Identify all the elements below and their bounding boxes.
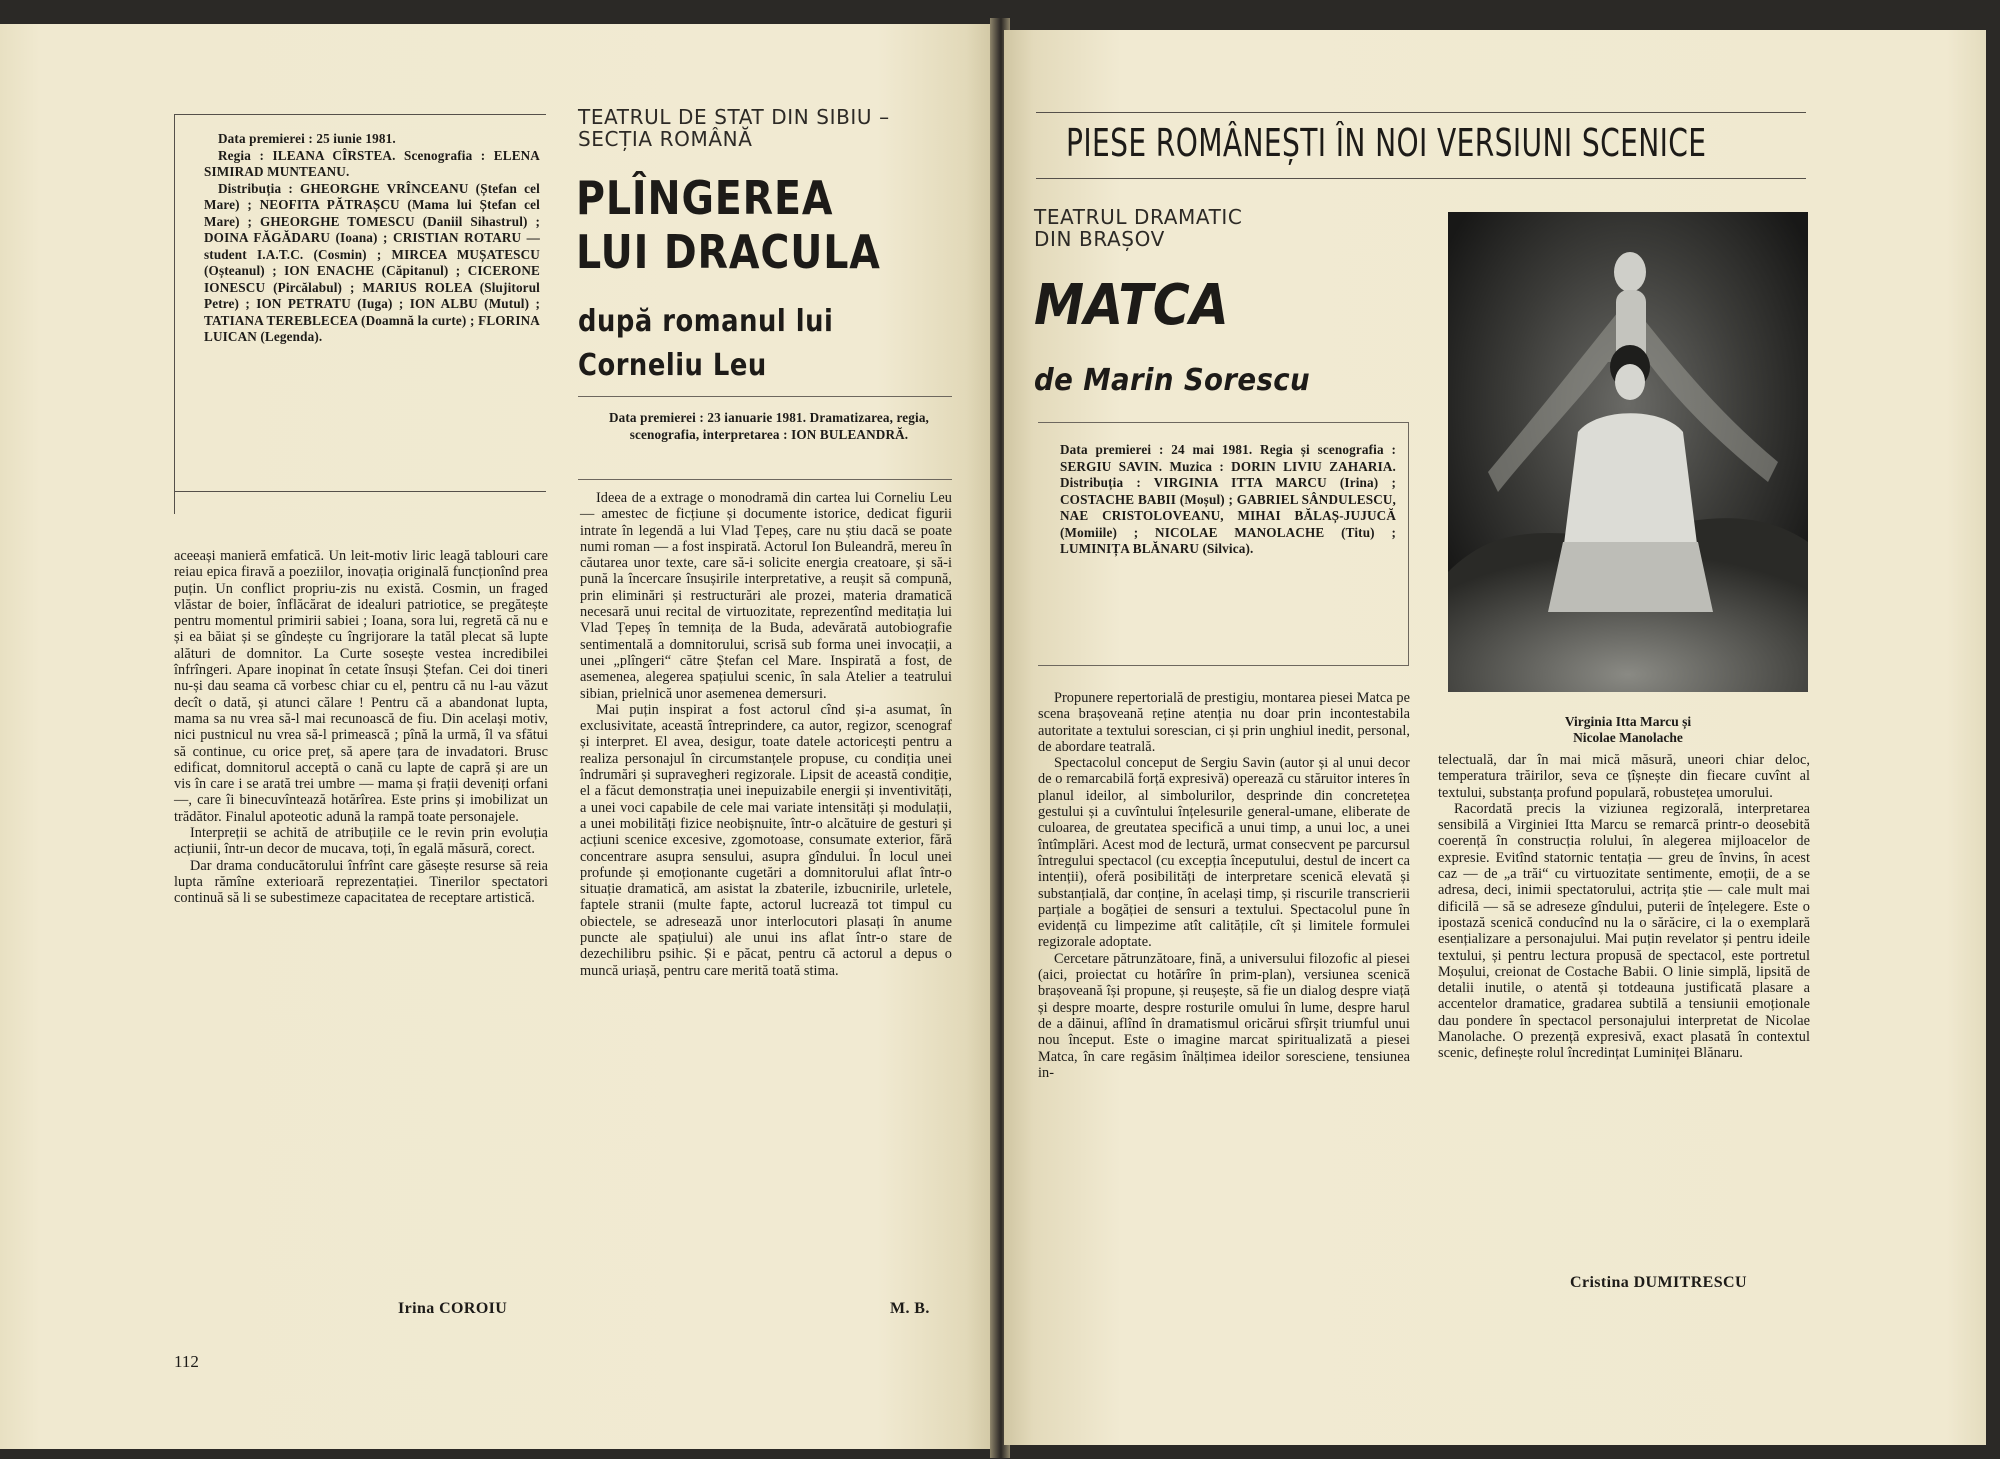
play-author: de Marin Sorescu [1034,363,1310,398]
credits-matca-text: Data premierei : 24 mai 1981. Regia și scenografia : SERGIU SAVIN. Muzica : DORIN LIVIU ZAHARIA. Distribuția : VIRGINIA ITTA MARCU (Irina) ; COSTACHE BABII (Moșul) ; GABRIEL SÂNDULESCU, NAE CRISTOLOVEANU, MIHAI BĂLAȘ-JUJUCĂ (Momiile) ; NICOLAE MANOLACHE (Titu) ; LUMINIȚA BLĂNARU (Silvica). [1060,442,1396,556]
play-title: MATCA [1034,273,1229,338]
review-paragraph: Interpreții se achită de atribuțiile ce le revin prin evoluția acțiunii, într-un decor de mucava, toți, în egală măsură, corect. [174,825,548,858]
header-bottom-rule [1036,178,1806,179]
signature-mb: M. B. [890,1300,930,1317]
section-header: PIESE ROMÂNEȘTI ÎN NOI VERSIUNI SCENICE [1066,121,1707,165]
credits-dracula-text: Data premierei : 23 ianuarie 1981. Dramatizarea, regia, scenografia, interpretarea : ION BULEANDRĂ. [608,410,930,442]
credits-box-left-rule [174,114,175,514]
theatre-name: TEATRUL DE STAT DIN SIBIU – SECȚIA ROMÂNĂ [578,105,890,151]
photo-caption-line1: Virginia Itta Marcu și [1564,714,1692,729]
play-title-line1: PLÎNGEREA [576,171,834,225]
theatre-name: TEATRUL DRAMATIC DIN BRAȘOV [1034,205,1243,251]
review-paragraph: Propunere repertorială de prestigiu, montarea piesei Matca pe scena brașoveană reține atenția nu doar prin incontestabila autoritate a textului sorescian, ci și prin unghiul inedit, personal, de abordare teatrală. [1038,690,1410,755]
photo-caption-line2: Nicolae Manolache [1573,730,1683,745]
review-column-2 [1438,752,1810,1062]
review-paragraph: Ideea de a extrage o monodramă din cartea lui Corneliu Leu — amestec de ficțiune și documente istorice, dedicat figurii intrate în legendă a lui Vlad Țepeș, care nu știu dacă se poate numi roman — a fost inspirată. Actorul Ion Buleandră, mereu în căutarea unor texte, care să-i solicite energia creatoare, și să-i pună la încercare însușirile interpretative, a reușit să compună, prin eliminări și restructurări ale prozei, materia dramatică necesară unui recital de virtuozitate, reprezentînd meditația lui Vlad Țepeș în temnița de la Buda, adevărată autobiografie sentimentală a domnitorului, scrisă sub forma unei invocații, a unei „plîngeri“ către Ștefan cel Mare. Inspirată a fost, de asemenea, alegerea spațiului scenic, în sala Atelier a teatrului sibian, prielnică unor asemenea demersuri. [580,490,952,702]
credits-line: Data premierei : 25 iunie 1981. [218,131,396,146]
signature-irina-coroiu: Irina COROIU [398,1300,508,1317]
credits-box-bottom-rule [174,491,546,492]
header-top-rule [1036,112,1806,113]
review-paragraph: Mai puțin inspirat a fost actorul cînd și-a asumat, în exclusivitate, această întreprindere, ca autor, regizor, scenograf și interpret. El avea, desigur, toate datele actoricești pentru a realiza personajul în circumstanțele propuse, cu condiția unei îndrumări și supravegheri regizorale. Lipsit de această condiție, el a făcut demonstrația unei inepuizabile energii și inventivități, a unei voci capabile de cele mai variate intensități și modulații, a unei mobilități fizice neobișnuite, într-o alcătuire de gesturi și acțiuni scenice excesive, zgomotoase, consumate exterior, fără concentrare asupra sensului, asupra gîndului. În locul unei profunde și emoționante cugetări a domnitorului aflat într-o situație dramatică, am asistat la zbaterile, izbucnirile, urletele, faptele stranii (multe fapte, actorul lucrează tot timpul cu obiectele, se adresează unor interlocutori plasați în anume puncte ale spațiului) ale unui ins aflat într-o stare de dezechilibru psihic. Și e păcat, pentru că actorul a depus o muncă uriașă, pentru care merită toată stima. [580,701,952,979]
review-column-2 [580,490,952,979]
left-page [0,24,996,1449]
review-paragraph: aceeași manieră emfatică. Un leit-motiv liric leagă tablouri care reiau epica firavă a poeziilor, inovația originală funcționînd prea puțin. Un conflict propriu-zis nu există. Cosmin, un fraged vlăstar de boier, înflăcărat de idealuri patriotice, se pregătește pentru momentul primirii sabiei ; Ioana, sora lui, regretă că nu e și ea băiat și se gîndește cu îngrijorare la tatăl plecat să lupte alături de domnitor. La Curte sosește vestea incredibilei înfrîngeri. Apare inopinat în cetate însuși Ștefan. Cei doi tineri nu-și dau seama că vorbesc chiar cu el, pentru că nu l-au văzut decît o dată, și atunci călare ! Pentru că a abandonat lupta, mama sa nu vrea să-l mai recunoască de fiu. Din același motiv, nici pustnicul nu vrea să-l primească ; pînă la urmă, îl va sfătui să continue, cu orice preț, să apere țara de invadatori. Brusc edificat, domnitorul acceptă o cană cu lapte de capră și are un vis în care i se arată trei umbre — mama și frații deveniți orfani —, care îi binecuvîntează hotărîrea. Este prins și imobilizat un trădător. Finalul apoteotic adună la rampă toate personajele. [174,548,548,825]
stage-photo-image [1448,212,1808,692]
right-page [1004,30,1986,1445]
page-number: 112 [174,1352,199,1371]
play-title-line2: LUI DRACULA [576,225,881,279]
review-paragraph: Cercetare pătrunzătoare, fină, a universului filozofic al piesei (aici, proiectat cu hotărîre în prim-plan), versiunea scenică brașoveană își propune, și reușește, să fie un dialog despre viață și despre moarte, despre rosturile omului în lume, despre harul de a dăinui, aflînd în dramatismul oricărui sfîrșit triumful unui nou început. Este o imagine marcat spiritualizată a piesei Matca, în care regăsim înălțimea ideilor soresciene, tensiunea in- [1038,950,1410,1081]
review-column-1 [174,548,548,907]
review-column-1 [1038,690,1410,1081]
credits-line: Distribuția : GHEORGHE VRÎNCEANU (Ștefan cel Mare) ; NEOFITA PĂTRAȘCU (Mama lui Ștefan cel Mare) ; GHEORGHE TOMESCU (Daniil Sihastrul) ; DOINA FĂGĂDARU (Ioana) ; CRISTIAN ROTARU — student I.A.T.C. (Cosmin) ; MIRCEA MUȘATESCU (Oșteanul) ; ION ENACHE (Căpitanul) ; CICERONE IONESCU (Pircălabul) ; MARIUS ROLEA (Slujitorul Petre) ; ION PETRATU (Iuga) ; ION ALBU (Mutul) ; TATIANA TEREBLECEA (Doamnă la curte) ; FLORINA LUICAN (Legenda). [204,180,540,344]
review-paragraph: telectuală, dar în mai mică măsură, uneori chiar deloc, temperatura trăirilor, seva ce țîșnește din fiecare cuvînt al textului, substanța profund populară, robustețea umorului. [1438,752,1810,801]
review-paragraph: Dar drama conducătorului înfrînt care găsește resurse să reia lupta rămîne exterioară reprezentației. Tinerilor spectatori continuă să li se subestimeze capacitatea de receptare artistică. [174,857,548,907]
production-photo [1448,212,1808,692]
credits-box-sibiu-prev [204,131,540,346]
review-paragraph: Spectacolul conceput de Sergiu Savin (autor și al unui decor de o remarcabilă forță expresivă) operează cu stăruitor interes în planul ideilor, al simbolurilor, desprinde din concretețea gestului și a cuvîntului înțelesurile general-umane, eliberate de culoarea, de greutatea specifică a unui timp, a unui loc, a unei întîmplări. Acest mod de lectură, urmat consecvent pe parcursul întregului spectacol (cu excepția începutului, destul de incert ca intenții), oferă posibilități de interpretare scenică elevată și substanțială, dar conține, în același timp, și riscurile transcrierii parțiale a bogăției de sensuri a textului. Spectacolul pune în evidență cu limpezime atît calitățile, cît și limitele formulei regizorale adoptate. [1038,755,1410,951]
credits-line: Regia : ILEANA CÎRSTEA. Scenografia : ELENA SIMIRAD MUNTEANU. [204,147,540,179]
credits-box-top-rule [174,114,546,115]
review-paragraph: Racordată precis la viziunea regizorală, interpretarea sensibilă a Virginiei Itta Marcu se remarcă printr-o deosebită coerență în construcția rolului, în alegerea mijloacelor de expresie. Evitînd statornic tentația — greu de învins, în acest caz — de „a trăi“ cu virtuozitate sentimente, emoții, de a se adresa, deci, inimii spectatorului, actrița știe — cale mult mai dificilă — să se adreseze gîndului, puterii de înțelegere. Este o ipostază scenică conducînd nu la o sărăcire, ci la o exemplară esențializare a personajului. Mai puțin revelator și pentru ideile textului, și pentru lectura propusă de spectacol, este portretul Moșului, creionat de Costache Babii. O linie simplă, lipsită de detalii inutile, o atentă și totdeauna justificată plasare a accentelor dramatice, gradarea subtilă a tensiunii emoționale dau pondere în spectacol personajului interpretat de Nicolae Manolache. O prezență expresivă, exact plasată în contextul scenic, definește rolul încredințat Luminiței Blănaru. [1438,800,1810,1062]
play-subtitle-line1: după romanul lui [578,304,834,339]
play-subtitle-line2: Corneliu Leu [578,348,767,383]
signature-cristina-dumitrescu: Cristina DUMITRESCU [1570,1274,1747,1291]
